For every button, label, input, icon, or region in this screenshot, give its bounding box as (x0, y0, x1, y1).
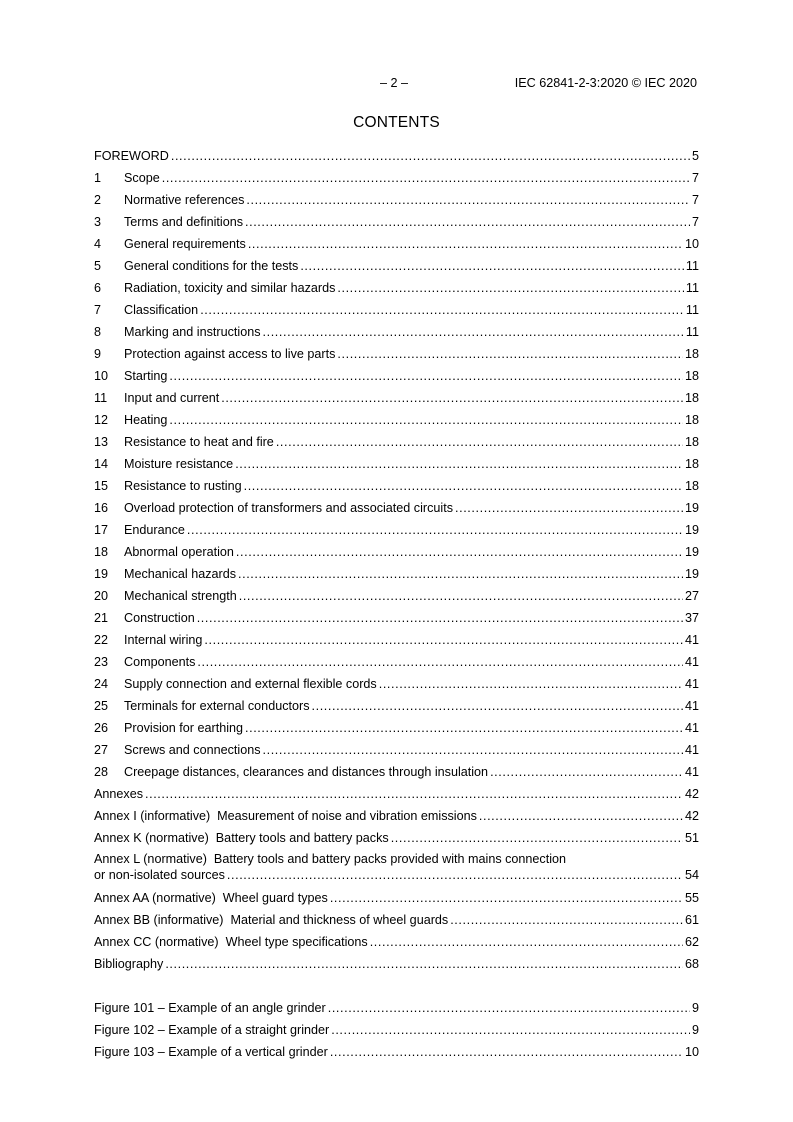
entry-page: 5 (691, 149, 699, 163)
entry-title: Provision for earthing (124, 721, 244, 735)
entry-page: 9 (691, 1001, 699, 1015)
toc-entry[interactable] (94, 211, 699, 233)
entry-number: 16 (94, 501, 109, 515)
toc-entry[interactable] (94, 607, 699, 629)
toc-entry[interactable] (94, 277, 699, 299)
entry-number: 7 (94, 303, 102, 317)
entry-number: 8 (94, 325, 102, 339)
dot-leader (246, 191, 690, 209)
dot-leader (450, 911, 683, 929)
toc-entry[interactable] (94, 717, 699, 739)
entry-title: Annex I (informative) Measurement of noise and vibration emissions (94, 809, 477, 823)
entry-title: Figure 101 – Example of an angle grinder (94, 1001, 326, 1015)
entry-number: 11 (94, 391, 108, 405)
entry-title: Terms and definitions (124, 215, 244, 229)
entry-page: 68 (684, 957, 699, 971)
dot-leader (165, 955, 683, 973)
entry-title-line1: Annex L (normative) Battery tools and battery packs provided with mains connection (94, 852, 567, 866)
dot-leader (162, 169, 690, 187)
toc-entry[interactable] (94, 453, 699, 475)
entry-page: 27 (684, 589, 699, 603)
annex-list (94, 783, 699, 975)
entry-title: Marking and instructions (124, 325, 261, 339)
entry-number: 14 (94, 457, 109, 471)
entry-title: Screws and connections (124, 743, 261, 757)
toc-entry-annex[interactable] (94, 887, 699, 909)
dot-leader (248, 235, 683, 253)
entry-title: Scope (124, 171, 160, 185)
toc-entry[interactable] (94, 365, 699, 387)
dot-leader (337, 345, 683, 363)
entry-title: Heating (124, 413, 168, 427)
entry-title: Annex AA (normative) Wheel guard types (94, 891, 328, 905)
toc-entry[interactable] (94, 585, 699, 607)
entry-page: 18 (684, 369, 699, 383)
entry-page: 61 (684, 913, 699, 927)
entry-title: Protection against access to live parts (124, 347, 336, 361)
entry-title: Starting (124, 369, 168, 383)
entry-title: Resistance to heat and fire (124, 435, 274, 449)
toc-entry-figure[interactable] (94, 1019, 699, 1041)
entry-page: 62 (684, 935, 699, 949)
toc-entry[interactable] (94, 409, 699, 431)
entry-page: 19 (684, 567, 699, 581)
dot-leader (244, 477, 683, 495)
entry-page: 37 (684, 611, 699, 625)
entry-page: 7 (691, 171, 699, 185)
entry-title: Supply connection and external flexible cords (124, 677, 377, 691)
entry-number: 21 (94, 611, 109, 625)
dot-leader (370, 933, 683, 951)
toc-entry-annex[interactable] (94, 805, 699, 827)
entry-page: 55 (684, 891, 699, 905)
dot-leader (328, 999, 690, 1017)
entry-number: 25 (94, 699, 109, 713)
toc-entry[interactable] (94, 475, 699, 497)
entry-title: General conditions for the tests (124, 259, 299, 273)
figure-list (94, 997, 699, 1063)
toc-entry-annex[interactable] (94, 931, 699, 953)
entry-title: Internal wiring (124, 633, 203, 647)
dot-leader (245, 719, 683, 737)
entry-title: Annex BB (informative) Material and thickness of wheel guards (94, 913, 449, 927)
entry-number: 6 (94, 281, 102, 295)
toc-entry[interactable] (94, 519, 699, 541)
toc-entry-annex[interactable] (94, 783, 699, 805)
toc-entry[interactable] (94, 431, 699, 453)
entry-page: 18 (684, 457, 699, 471)
dot-leader (239, 587, 683, 605)
document-id: IEC 62841-2-3:2020 © IEC 2020 (514, 76, 697, 90)
entry-title: Figure 103 – Example of a vertical grinder (94, 1045, 328, 1059)
dot-leader (238, 565, 683, 583)
toc-entry[interactable] (94, 255, 699, 277)
entry-page: 18 (684, 413, 699, 427)
dot-leader (197, 653, 683, 671)
clause-list (94, 145, 699, 783)
entry-title: Terminals for external conductors (124, 699, 310, 713)
entry-page: 19 (684, 501, 699, 515)
entry-page: 7 (691, 193, 699, 207)
entry-page: 51 (684, 831, 699, 845)
toc-entry[interactable] (94, 761, 699, 783)
table-of-contents (94, 145, 699, 1063)
entry-number: 3 (94, 215, 102, 229)
entry-title: Annex CC (normative) Wheel type specifications (94, 935, 368, 949)
toc-entry[interactable] (94, 541, 699, 563)
entry-title: Mechanical hazards (124, 567, 237, 581)
entry-title: General requirements (124, 237, 246, 251)
toc-entry-annex[interactable] (94, 849, 699, 887)
entry-page: 11 (685, 281, 699, 295)
toc-entry[interactable] (94, 167, 699, 189)
entry-number: 18 (94, 545, 109, 559)
toc-entry[interactable] (94, 629, 699, 651)
dot-leader (204, 631, 683, 649)
toc-entry-annex[interactable] (94, 909, 699, 931)
entry-page: 18 (684, 479, 699, 493)
entry-page: 41 (684, 677, 699, 691)
entry-page: 41 (684, 743, 699, 757)
entry-number: 20 (94, 589, 109, 603)
toc-entry-figure[interactable] (94, 1041, 699, 1063)
dot-leader (263, 323, 684, 341)
dot-leader (312, 697, 683, 715)
dot-leader (245, 213, 690, 231)
entry-title: FOREWORD (94, 149, 169, 163)
toc-entry[interactable] (94, 189, 699, 211)
entry-title: Mechanical strength (124, 589, 237, 603)
dot-leader (330, 889, 683, 907)
entry-page: 10 (684, 237, 699, 251)
entry-title: Annexes (94, 787, 144, 801)
entry-page: 11 (685, 259, 699, 273)
dot-leader (337, 279, 684, 297)
entry-number: 2 (94, 193, 102, 207)
toc-entry[interactable] (94, 145, 699, 167)
entry-title: Classification (124, 303, 199, 317)
entry-number: 23 (94, 655, 109, 669)
dot-leader (221, 389, 683, 407)
dot-leader (455, 499, 683, 517)
entry-page: 18 (684, 435, 699, 449)
toc-entry[interactable] (94, 651, 699, 673)
entry-page: 42 (684, 787, 699, 801)
entry-page: 41 (684, 721, 699, 735)
entry-number: 26 (94, 721, 109, 735)
dot-leader (479, 807, 683, 825)
toc-entry[interactable] (94, 563, 699, 585)
entry-title-line2: or non-isolated sources (94, 868, 225, 882)
entry-number: 27 (94, 743, 109, 757)
entry-page: 10 (684, 1045, 699, 1059)
entry-title: Construction (124, 611, 195, 625)
toc-entry[interactable] (94, 321, 699, 343)
dot-leader (379, 675, 683, 693)
entry-number: 28 (94, 765, 109, 779)
entry-title: Components (124, 655, 196, 669)
toc-entry-annex[interactable] (94, 953, 699, 975)
entry-number: 12 (94, 413, 109, 427)
dot-leader (197, 609, 683, 627)
entry-page: 18 (684, 347, 699, 361)
entry-number: 10 (94, 369, 109, 383)
entry-page: 19 (684, 523, 699, 537)
entry-page: 41 (684, 655, 699, 669)
toc-entry[interactable] (94, 673, 699, 695)
toc-entry[interactable] (94, 233, 699, 255)
dot-leader (187, 521, 683, 539)
entry-number: 19 (94, 567, 109, 581)
dot-leader (330, 1043, 683, 1061)
entry-page: 11 (685, 325, 699, 339)
dot-leader (300, 257, 684, 275)
dot-leader (171, 147, 690, 165)
toc-entry[interactable] (94, 299, 699, 321)
entry-title: Abnormal operation (124, 545, 234, 559)
entry-page: 54 (684, 868, 699, 882)
toc-entry[interactable] (94, 387, 699, 409)
toc-entry[interactable] (94, 695, 699, 717)
entry-number: 1 (94, 171, 102, 185)
toc-entry[interactable] (94, 739, 699, 761)
entry-page: 41 (684, 633, 699, 647)
dot-leader (227, 867, 683, 883)
dot-leader (235, 455, 683, 473)
entry-page: 7 (691, 215, 699, 229)
toc-entry-figure[interactable] (94, 997, 699, 1019)
entry-title: Creepage distances, clearances and distances through insulation (124, 765, 489, 779)
dot-leader (490, 763, 683, 781)
entry-number: 17 (94, 523, 109, 537)
entry-number: 22 (94, 633, 109, 647)
dot-leader (391, 829, 683, 847)
entry-page: 18 (684, 391, 699, 405)
dot-leader (263, 741, 683, 759)
dot-leader (169, 411, 683, 429)
entry-page: 9 (691, 1023, 699, 1037)
entry-page: 42 (684, 809, 699, 823)
toc-entry[interactable] (94, 497, 699, 519)
entry-page: 19 (684, 545, 699, 559)
entry-title: Normative references (124, 193, 245, 207)
entry-title: Bibliography (94, 957, 164, 971)
dot-leader (331, 1021, 690, 1039)
toc-entry-annex[interactable] (94, 827, 699, 849)
entry-title: Figure 102 – Example of a straight grinder (94, 1023, 330, 1037)
dot-leader (200, 301, 684, 319)
entry-title-line2-row (94, 867, 699, 883)
entry-title: Radiation, toxicity and similar hazards (124, 281, 336, 295)
entry-number: 4 (94, 237, 102, 251)
entry-title: Resistance to rusting (124, 479, 242, 493)
entry-title: Endurance (124, 523, 185, 537)
dot-leader (236, 543, 683, 561)
entry-number: 24 (94, 677, 109, 691)
toc-entry[interactable] (94, 343, 699, 365)
entry-number: 15 (94, 479, 109, 493)
entry-page: 41 (684, 699, 699, 713)
dot-leader (169, 367, 683, 385)
dot-leader (145, 785, 683, 803)
entry-number: 5 (94, 259, 102, 273)
entry-number: 9 (94, 347, 102, 361)
entry-title: Annex K (normative) Battery tools and battery packs (94, 831, 389, 845)
entry-number: 13 (94, 435, 109, 449)
entry-page: 41 (684, 765, 699, 779)
entry-page: 11 (685, 303, 699, 317)
entry-title: Input and current (124, 391, 220, 405)
entry-title: Overload protection of transformers and associated circuits (124, 501, 453, 515)
page-title: CONTENTS (353, 114, 440, 131)
page-number: – 2 – (380, 76, 409, 90)
section-spacer (94, 975, 699, 997)
entry-title: Moisture resistance (124, 457, 234, 471)
dot-leader (276, 433, 683, 451)
